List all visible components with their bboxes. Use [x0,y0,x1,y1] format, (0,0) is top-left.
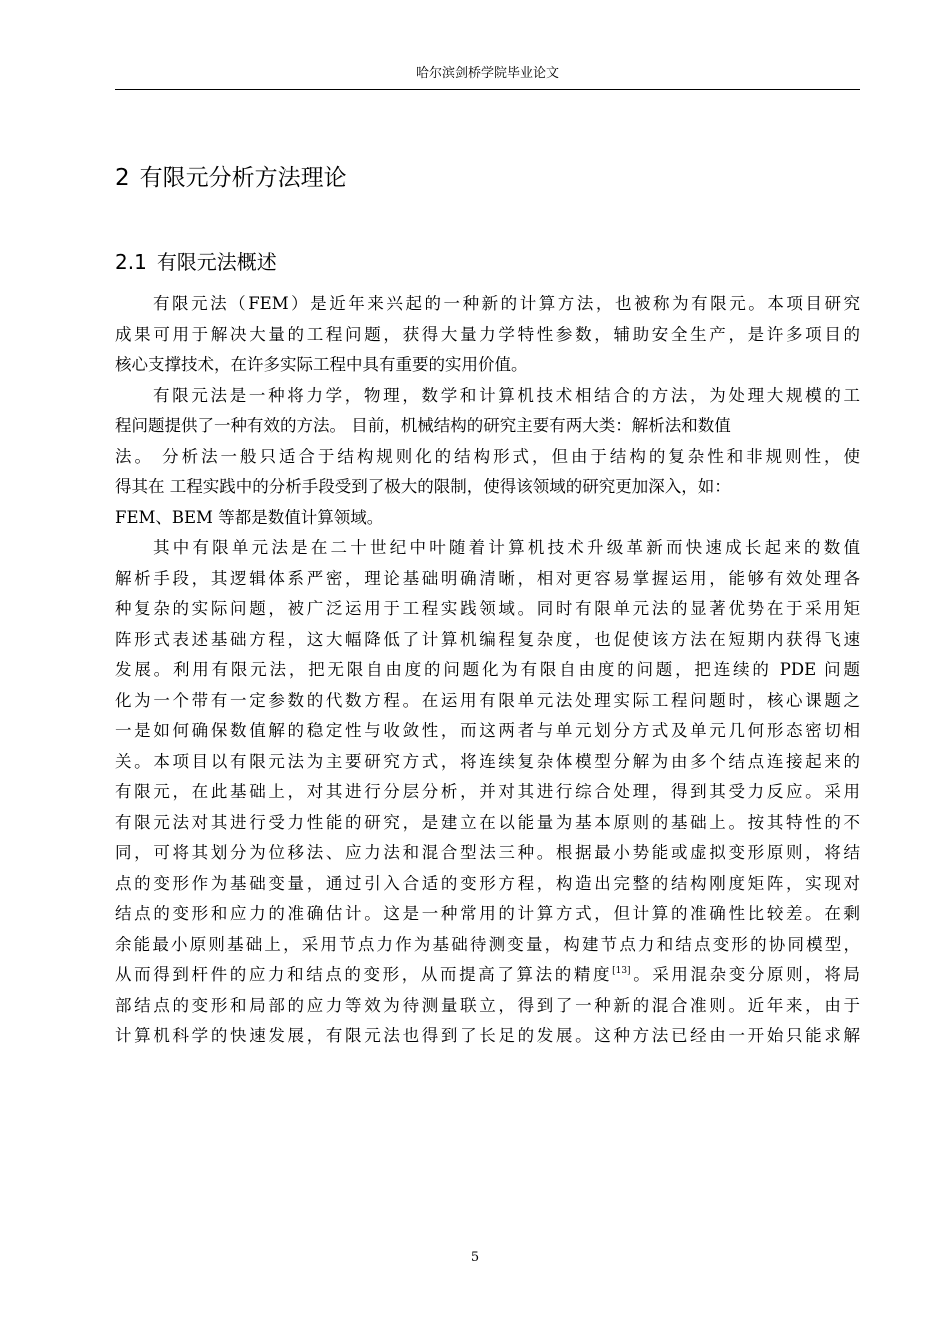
text-line: 成果可用于解决大量的工程问题，获得大量力学特性参数，辅助安全生产，是许多项目的 [115,324,860,344]
text-segment: 。采用混杂变分原则，将局 [630,965,860,984]
chapter-heading [115,162,347,194]
text-line: 计算机科学的快速发展，有限元法也得到了长足的发展。这种方法已经由一开始只能求解 [115,1026,860,1045]
text-line: 一是如何确保数值解的稳定性与收敛性，而这两者与单元划分方式及单元几何形态密切相 [115,721,860,740]
section-title: 有限元法概述 [156,250,277,274]
header-title: 哈尔滨剑桥学院毕业论文 [415,66,559,81]
text-line: 有限元，在此基础上，对其进行分层分析，并对其进行综合处理，得到其受力反应。采用 [115,782,860,801]
text-segment: 从而得到杆件的应力和结点的变形，从而提高了算法的精度 [115,965,613,984]
text-line: 同，可将其划分为位移法、应力法和混合型法三种。根据最小势能或虚拟变形原则，将结 [115,843,860,862]
section-heading [115,247,277,277]
text-line: 阵形式表述基础方程，这大幅降低了计算机编程复杂度，也促使该方法在短期内获得飞速 [115,629,860,649]
text-line: 种复杂的实际问题，被广泛运用于工程实践领域。同时有限单元法的显著优势在于采用矩 [115,599,860,618]
text-line: 关。本项目以有限元法为主要研究方式，将连续复杂体模型分解为由多个结点连接起来的 [115,751,860,771]
body-text [115,289,860,1052]
paragraph-2 [115,381,860,534]
citation-marker: [13] [612,966,631,976]
text-line [115,960,860,991]
text-line: 化为一个带有一定参数的代数方程。在运用有限单元法处理实际工程问题时，核心课题之 [115,690,860,710]
text-line: 核心支撑技术，在许多实际工程中具有重要的实用价值。 [115,355,528,374]
text-line: 有限元法（FEM）是近年来兴起的一种新的计算方法，也被称为有限元。本项目研究 [153,294,860,313]
text-line: 发展。利用有限元法，把无限自由度的问题化为有限自由度的问题，把连续的 PDE 问题 [115,660,860,679]
text-line: FEM、BEM 等都是数值计算领域。 [115,507,384,527]
chapter-number: 2 [115,165,130,191]
text-line: 点的变形作为基础变量，通过引入合适的变形方程，构造出完整的结构刚度矩阵，实现对 [115,873,860,893]
text-line: 有限元法是一种将力学，物理，数学和计算机技术相结合的方法，为处理大规模的工 [153,385,860,405]
paragraph-3 [115,533,860,1052]
section-number: 2.1 [115,250,147,274]
text-line: 部结点的变形和局部的应力等效为待测量联立，得到了一种新的混合准则。近年来，由于 [115,995,860,1015]
paragraph-1 [115,289,860,381]
page-number: 5 [470,1250,480,1265]
text-line: 余能最小原则基础上，采用节点力作为基础待测变量，构建节点力和结点变形的协同模型， [115,934,860,954]
text-line: 结点的变形和应力的准确估计。这是一种常用的计算方式，但计算的准确性比较差。在剩 [115,904,860,923]
chapter-title: 有限元分析方法理论 [139,165,347,191]
text-line: 得其在 工程实践中的分析手段受到了极大的限制，使得该领域的研究更加深入，如： [115,477,731,496]
text-line: 程问题提供了一种有效的方法。 目前，机械结构的研究主要有两大类：解析法和数值 [115,416,731,435]
text-line: 解析手段，其逻辑体系严密，理论基础明确清晰，相对更容易掌握运用，能够有效处理各 [115,568,860,588]
text-line: 法。 分析法一般只适合于结构规则化的结构形式，但由于结构的复杂性和非规则性，使 [115,446,860,466]
page-header [115,64,860,90]
text-line: 其中有限单元法是在二十世纪中叶随着计算机技术升级革新而快速成长起来的数值 [153,538,860,557]
text-line: 有限元法对其进行受力性能的研究，是建立在以能量为基本原则的基础上。按其特性的不 [115,812,860,832]
